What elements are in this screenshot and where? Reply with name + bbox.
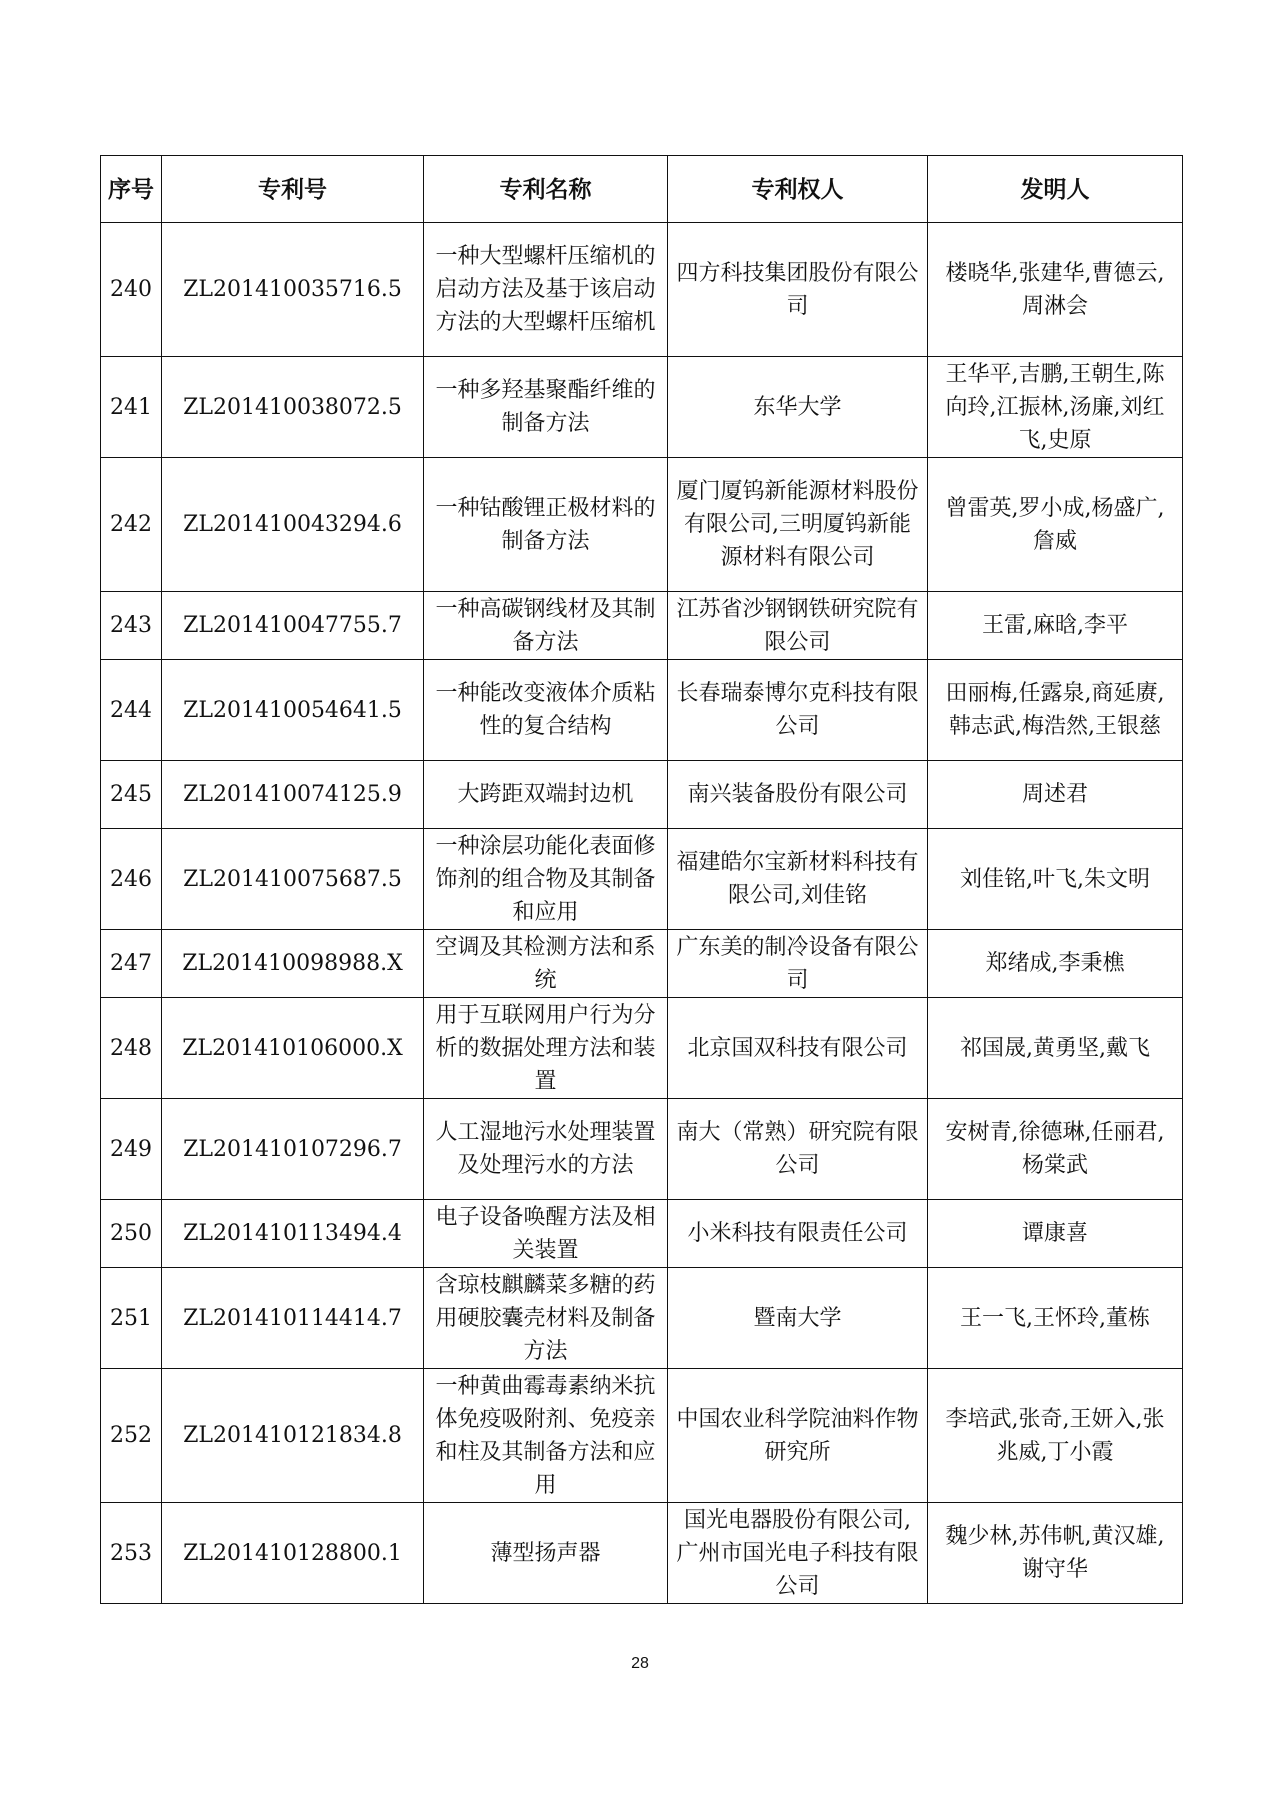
table-row bbox=[101, 1200, 1183, 1268]
cell-patent-name: 一种涂层功能化表面修饰剂的组合物及其制备和应用 bbox=[424, 829, 668, 930]
cell-patentee: 小米科技有限责任公司 bbox=[668, 1200, 928, 1268]
cell-index: 240 bbox=[101, 223, 162, 357]
cell-patentee: 东华大学 bbox=[668, 357, 928, 458]
cell-patent-name: 一种大型螺杆压缩机的启动方法及基于该启动方法的大型螺杆压缩机 bbox=[424, 223, 668, 357]
cell-inventors: 安树青,徐德琳,任丽君,杨棠武 bbox=[928, 1099, 1183, 1200]
header-index: 序号 bbox=[101, 156, 162, 223]
cell-inventors: 王一飞,王怀玲,董栋 bbox=[928, 1268, 1183, 1369]
cell-patent-number: ZL201410114414.7 bbox=[162, 1268, 424, 1369]
table-row bbox=[101, 660, 1183, 761]
cell-index: 249 bbox=[101, 1099, 162, 1200]
cell-patentee: 长春瑞泰博尔克科技有限公司 bbox=[668, 660, 928, 761]
cell-patentee: 四方科技集团股份有限公司 bbox=[668, 223, 928, 357]
cell-inventors: 王华平,吉鹏,王朝生,陈向玲,江振林,汤廉,刘红飞,史原 bbox=[928, 357, 1183, 458]
cell-patentee: 广东美的制冷设备有限公司 bbox=[668, 930, 928, 998]
cell-patent-name: 一种黄曲霉毒素纳米抗体免疫吸附剂、免疫亲和柱及其制备方法和应用 bbox=[424, 1369, 668, 1503]
cell-patent-name: 电子设备唤醒方法及相关装置 bbox=[424, 1200, 668, 1268]
table-row bbox=[101, 458, 1183, 592]
cell-patentee: 福建皓尔宝新材料科技有限公司,刘佳铭 bbox=[668, 829, 928, 930]
cell-inventors: 田丽梅,任露泉,商延赓,韩志武,梅浩然,王银慈 bbox=[928, 660, 1183, 761]
table-row bbox=[101, 1099, 1183, 1200]
cell-index: 245 bbox=[101, 761, 162, 829]
cell-patent-name: 一种钴酸锂正极材料的制备方法 bbox=[424, 458, 668, 592]
cell-patentee: 国光电器股份有限公司,广州市国光电子科技有限公司 bbox=[668, 1503, 928, 1604]
cell-inventors: 李培武,张奇,王妍入,张兆威,丁小霞 bbox=[928, 1369, 1183, 1503]
cell-patent-name: 薄型扬声器 bbox=[424, 1503, 668, 1604]
cell-index: 252 bbox=[101, 1369, 162, 1503]
cell-patent-number: ZL201410035716.5 bbox=[162, 223, 424, 357]
cell-inventors: 王雷,麻晗,李平 bbox=[928, 592, 1183, 660]
cell-index: 241 bbox=[101, 357, 162, 458]
cell-patent-name: 人工湿地污水处理装置及处理污水的方法 bbox=[424, 1099, 668, 1200]
table-row bbox=[101, 829, 1183, 930]
cell-patentee: 厦门厦钨新能源材料股份有限公司,三明厦钨新能源材料有限公司 bbox=[668, 458, 928, 592]
patent-table bbox=[100, 155, 1183, 1604]
cell-patentee: 中国农业科学院油料作物研究所 bbox=[668, 1369, 928, 1503]
cell-patent-number: ZL201410128800.1 bbox=[162, 1503, 424, 1604]
cell-index: 242 bbox=[101, 458, 162, 592]
cell-inventors: 曾雷英,罗小成,杨盛广,詹威 bbox=[928, 458, 1183, 592]
cell-patent-number: ZL201410113494.4 bbox=[162, 1200, 424, 1268]
cell-inventors: 谭康喜 bbox=[928, 1200, 1183, 1268]
cell-patentee: 南兴装备股份有限公司 bbox=[668, 761, 928, 829]
cell-patent-number: ZL201410106000.X bbox=[162, 998, 424, 1099]
header-patent-name: 专利名称 bbox=[424, 156, 668, 223]
cell-patent-number: ZL201410038072.5 bbox=[162, 357, 424, 458]
header-patentee: 专利权人 bbox=[668, 156, 928, 223]
cell-patent-number: ZL201410121834.8 bbox=[162, 1369, 424, 1503]
cell-patent-number: ZL201410054641.5 bbox=[162, 660, 424, 761]
cell-index: 247 bbox=[101, 930, 162, 998]
cell-patent-name: 用于互联网用户行为分析的数据处理方法和装置 bbox=[424, 998, 668, 1099]
cell-patent-name: 一种多羟基聚酯纤维的制备方法 bbox=[424, 357, 668, 458]
cell-inventors: 刘佳铭,叶飞,朱文明 bbox=[928, 829, 1183, 930]
cell-inventors: 郑绪成,李秉樵 bbox=[928, 930, 1183, 998]
cell-inventors: 楼晓华,张建华,曹德云,周淋会 bbox=[928, 223, 1183, 357]
cell-patent-number: ZL201410107296.7 bbox=[162, 1099, 424, 1200]
header-patent-number: 专利号 bbox=[162, 156, 424, 223]
table-row bbox=[101, 1369, 1183, 1503]
table-row bbox=[101, 930, 1183, 998]
cell-patent-number: ZL201410047755.7 bbox=[162, 592, 424, 660]
table-row bbox=[101, 761, 1183, 829]
cell-patentee: 暨南大学 bbox=[668, 1268, 928, 1369]
table-body bbox=[101, 223, 1183, 1604]
cell-patent-number: ZL201410043294.6 bbox=[162, 458, 424, 592]
cell-inventors: 周述君 bbox=[928, 761, 1183, 829]
page-number: 28 bbox=[631, 1655, 649, 1672]
header-inventors: 发明人 bbox=[928, 156, 1183, 223]
cell-index: 250 bbox=[101, 1200, 162, 1268]
cell-index: 248 bbox=[101, 998, 162, 1099]
cell-patent-number: ZL201410074125.9 bbox=[162, 761, 424, 829]
cell-patent-number: ZL201410075687.5 bbox=[162, 829, 424, 930]
table-row bbox=[101, 1268, 1183, 1369]
cell-index: 244 bbox=[101, 660, 162, 761]
cell-inventors: 魏少林,苏伟帆,黄汉雄,谢守华 bbox=[928, 1503, 1183, 1604]
cell-patent-name: 含琼枝麒麟菜多糖的药用硬胶囊壳材料及制备方法 bbox=[424, 1268, 668, 1369]
cell-patent-name: 大跨距双端封边机 bbox=[424, 761, 668, 829]
cell-inventors: 祁国晟,黄勇坚,戴飞 bbox=[928, 998, 1183, 1099]
table-row bbox=[101, 592, 1183, 660]
cell-index: 243 bbox=[101, 592, 162, 660]
cell-patentee: 江苏省沙钢钢铁研究院有限公司 bbox=[668, 592, 928, 660]
cell-patent-name: 一种能改变液体介质粘性的复合结构 bbox=[424, 660, 668, 761]
cell-patent-name: 一种高碳钢线材及其制备方法 bbox=[424, 592, 668, 660]
table-row bbox=[101, 223, 1183, 357]
table-row bbox=[101, 998, 1183, 1099]
cell-index: 253 bbox=[101, 1503, 162, 1604]
cell-patent-number: ZL201410098988.X bbox=[162, 930, 424, 998]
header-row bbox=[101, 156, 1183, 223]
table-row bbox=[101, 1503, 1183, 1604]
cell-patentee: 北京国双科技有限公司 bbox=[668, 998, 928, 1099]
cell-patentee: 南大（常熟）研究院有限公司 bbox=[668, 1099, 928, 1200]
cell-patent-name: 空调及其检测方法和系统 bbox=[424, 930, 668, 998]
cell-index: 246 bbox=[101, 829, 162, 930]
table-row bbox=[101, 357, 1183, 458]
cell-index: 251 bbox=[101, 1268, 162, 1369]
